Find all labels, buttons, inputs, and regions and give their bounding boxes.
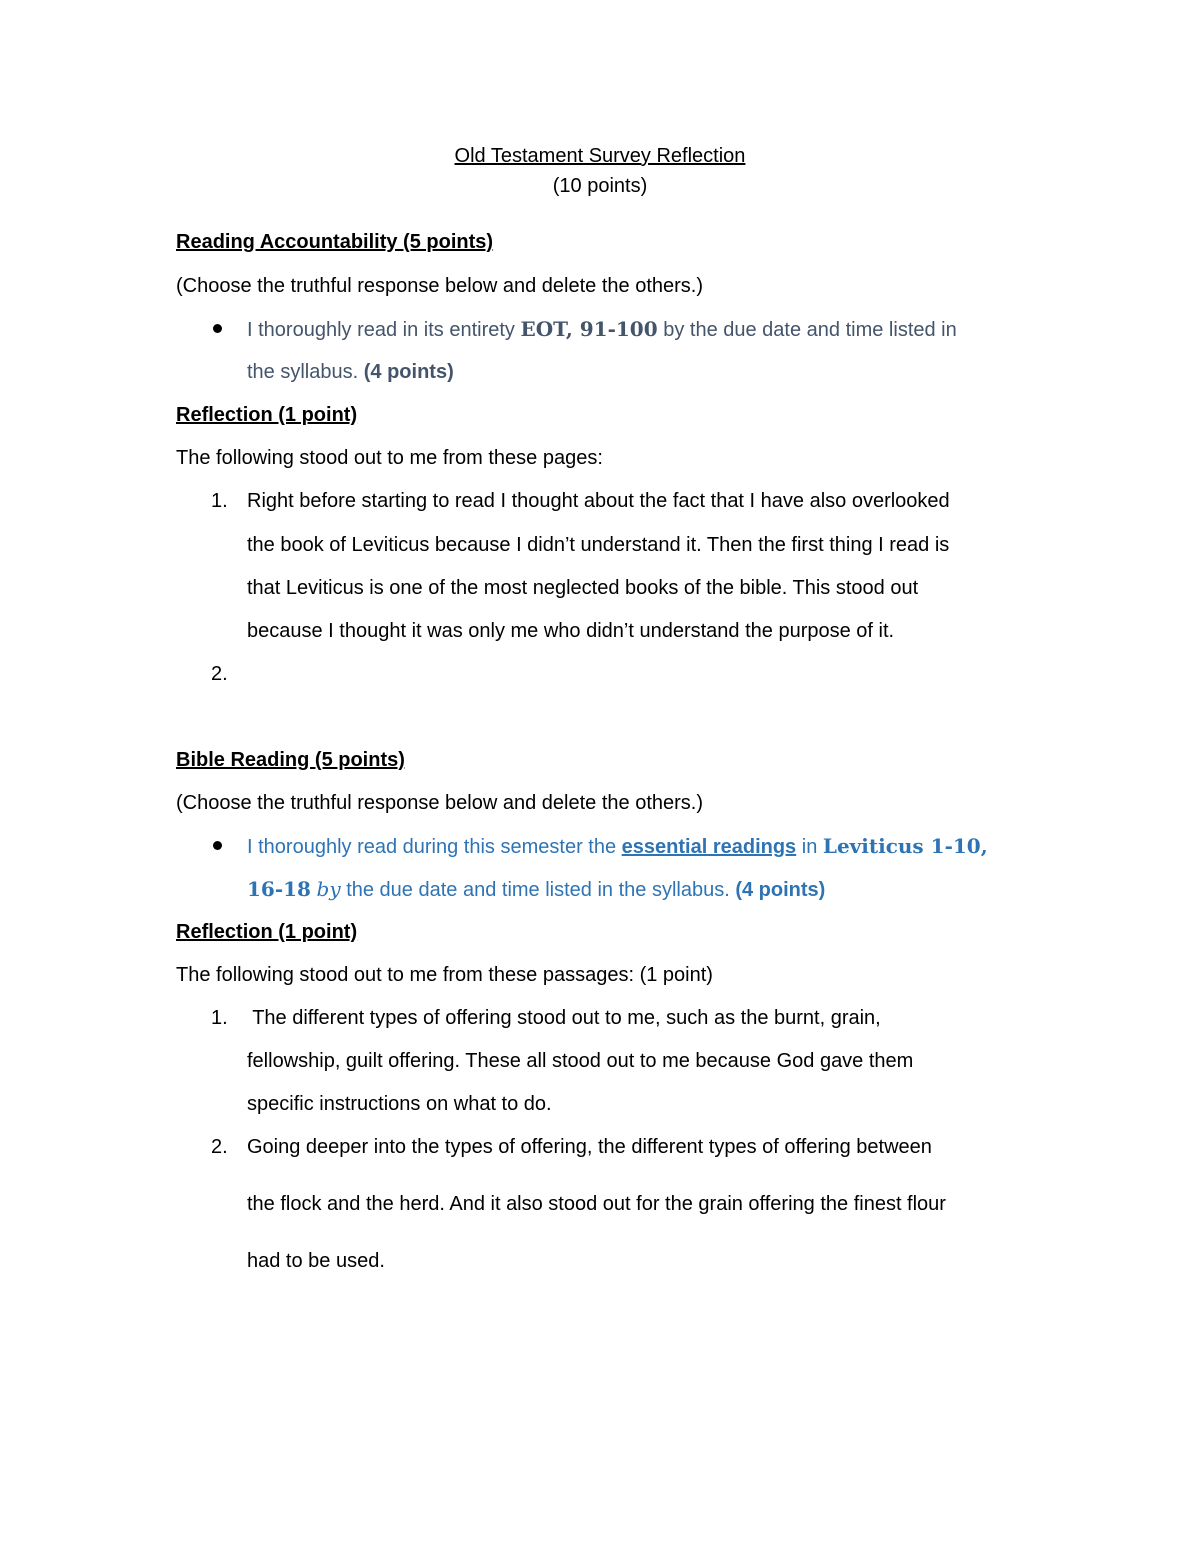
reflection-heading: Reflection (1 point) [176,921,358,943]
option-text: in [796,836,823,858]
section-heading-reading-accountability: Reading Accountability (5 points) [176,231,494,253]
bullet-icon [213,841,222,850]
option-text-italic: by [316,877,341,901]
bullet-icon [213,324,222,333]
essential-readings-link[interactable]: essential readings [621,836,797,858]
list-item-line: specific instructions on what to do. [247,1093,552,1115]
list-number: 2. [211,663,228,685]
response-option-line1 [247,315,957,344]
section-heading-bible-reading: Bible Reading (5 points) [176,749,405,771]
reading-reference: Leviticus 1-10, [822,834,988,858]
list-item-line: Going deeper into the types of offering, the different types of offering between [247,1136,932,1158]
response-option-line2 [247,875,825,904]
list-item-line: the book of Leviticus because I didn’t understand it. Then the first thing I read is [247,534,950,556]
list-item-line: the flock and the herd. And it also stood out for the grain offering the finest flour [247,1193,946,1215]
response-option-line2 [247,358,454,386]
option-text: I thoroughly read in its entirety [247,319,521,341]
option-text: the syllabus. [247,361,364,383]
list-item-line: had to be used. [247,1250,385,1272]
list-number: 2. [211,1136,228,1158]
reflection-prompt: The following stood out to me from these passages: (1 point) [176,964,713,986]
page-title: Old Testament Survey Reflection [454,145,746,167]
page-subtitle: (10 points) [552,175,648,197]
list-item-line: The different types of offering stood out to me, such as the burnt, grain, [247,1007,881,1029]
option-points: (4 points) [363,361,454,383]
reflection-heading: Reflection (1 point) [176,404,358,426]
option-text-continued: by the due date and time listed in [657,319,957,341]
option-points: (4 points) [735,879,826,901]
reading-reference: EOT, 91-100 [520,317,658,341]
list-number: 1. [211,1007,228,1029]
list-item-line: because I thought it was only me who didn’t understand the purpose of it. [247,620,895,642]
option-text: the due date and time listed in the syllabus. [340,879,736,901]
section-instruction: (Choose the truthful response below and delete the others.) [176,792,703,814]
option-text: I thoroughly read during this semester the [247,836,622,858]
section-instruction: (Choose the truthful response below and delete the others.) [176,275,703,297]
reading-reference: 16-18 [247,877,311,901]
list-item-line: that Leviticus is one of the most neglected books of the bible. This stood out [247,577,919,599]
reflection-prompt: The following stood out to me from these pages: [176,447,603,469]
list-number: 1. [211,490,228,512]
response-option-line1 [247,832,988,861]
list-item-line: Right before starting to read I thought about the fact that I have also overlooked [247,490,950,512]
list-item-line: fellowship, guilt offering. These all stood out to me because God gave them [247,1050,914,1072]
